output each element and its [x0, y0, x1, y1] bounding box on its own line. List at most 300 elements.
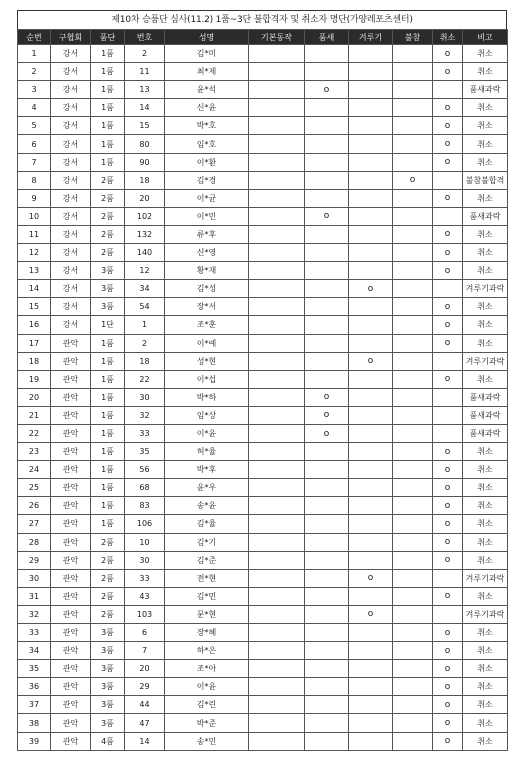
table-row [18, 63, 508, 81]
cell-basic [249, 171, 305, 189]
cell-absent [393, 714, 433, 732]
cell-kyorugi [349, 732, 393, 750]
cell-number: 18 [125, 171, 165, 189]
cell-cancel: o [433, 135, 463, 153]
cell-rank: 3품 [91, 678, 125, 696]
cell-note: 취소 [463, 533, 508, 551]
cell-number: 13 [125, 81, 165, 99]
cell-number: 34 [125, 280, 165, 298]
cell-basic [249, 117, 305, 135]
table-row [18, 587, 508, 605]
cell-no: 37 [18, 696, 51, 714]
cell-rank: 1품 [91, 334, 125, 352]
cell-name: 김*성 [165, 280, 249, 298]
cell-basic [249, 642, 305, 660]
cell-absent [393, 696, 433, 714]
cell-assoc: 관악 [51, 370, 91, 388]
cell-cancel: o [433, 370, 463, 388]
cell-number: 33 [125, 424, 165, 442]
cell-absent [393, 443, 433, 461]
cell-absent [393, 316, 433, 334]
cell-absent: o [393, 171, 433, 189]
cell-number: 35 [125, 443, 165, 461]
cell-rank: 2품 [91, 605, 125, 623]
cell-number: 20 [125, 660, 165, 678]
table-row [18, 678, 508, 696]
cell-poomsae [305, 660, 349, 678]
cell-rank: 1품 [91, 81, 125, 99]
cell-number: 14 [125, 732, 165, 750]
table-row [18, 189, 508, 207]
cell-no: 33 [18, 624, 51, 642]
cell-name: 윤*석 [165, 81, 249, 99]
cell-number: 80 [125, 135, 165, 153]
cell-absent [393, 370, 433, 388]
cell-number: 20 [125, 189, 165, 207]
cell-name: 류*후 [165, 225, 249, 243]
cell-assoc: 관악 [51, 334, 91, 352]
cell-name: 송*민 [165, 732, 249, 750]
cell-poomsae [305, 696, 349, 714]
cell-assoc: 강서 [51, 99, 91, 117]
cell-basic [249, 551, 305, 569]
cell-rank: 1품 [91, 461, 125, 479]
cell-number: 18 [125, 352, 165, 370]
cell-absent [393, 388, 433, 406]
cell-name: 임*호 [165, 135, 249, 153]
cell-poomsae [305, 624, 349, 642]
cell-absent [393, 352, 433, 370]
cell-assoc: 강서 [51, 280, 91, 298]
cell-cancel [433, 388, 463, 406]
cell-number: 102 [125, 207, 165, 225]
cell-poomsae [305, 443, 349, 461]
cell-rank: 1품 [91, 135, 125, 153]
cell-absent [393, 334, 433, 352]
cell-kyorugi: o [349, 569, 393, 587]
cell-cancel [433, 406, 463, 424]
cell-note: 취소 [463, 45, 508, 63]
cell-kyorugi [349, 642, 393, 660]
cell-basic [249, 569, 305, 587]
cell-absent [393, 642, 433, 660]
cell-poomsae [305, 298, 349, 316]
cell-rank: 3품 [91, 262, 125, 280]
cell-name: 윤*우 [165, 479, 249, 497]
cell-no: 5 [18, 117, 51, 135]
cell-cancel: o [433, 153, 463, 171]
table-row [18, 45, 508, 63]
cell-note: 취소 [463, 63, 508, 81]
cell-assoc: 관악 [51, 714, 91, 732]
cell-poomsae [305, 515, 349, 533]
table-row [18, 99, 508, 117]
cell-no: 6 [18, 135, 51, 153]
cell-note: 겨루기과락 [463, 352, 508, 370]
cell-name: 이*균 [165, 189, 249, 207]
cell-poomsae [305, 244, 349, 262]
cell-no: 39 [18, 732, 51, 750]
cell-cancel [433, 280, 463, 298]
cell-name: 조*아 [165, 660, 249, 678]
cell-poomsae [305, 642, 349, 660]
cell-name: 전*현 [165, 569, 249, 587]
cell-no: 36 [18, 678, 51, 696]
header-number: 번호 [125, 30, 165, 45]
cell-note: 취소 [463, 153, 508, 171]
cell-no: 32 [18, 605, 51, 623]
cell-assoc: 관악 [51, 497, 91, 515]
cell-basic [249, 624, 305, 642]
cell-absent [393, 461, 433, 479]
cell-no: 24 [18, 461, 51, 479]
cell-no: 26 [18, 497, 51, 515]
cell-number: 11 [125, 63, 165, 81]
cell-name: 김*경 [165, 171, 249, 189]
cell-number: 68 [125, 479, 165, 497]
table-row [18, 461, 508, 479]
cell-name: 이*환 [165, 153, 249, 171]
cell-assoc: 관악 [51, 660, 91, 678]
table-row [18, 334, 508, 352]
cell-name: 김*율 [165, 515, 249, 533]
cell-cancel: o [433, 714, 463, 732]
cell-absent [393, 135, 433, 153]
cell-absent [393, 660, 433, 678]
cell-name: 박*호 [165, 117, 249, 135]
cell-kyorugi: o [349, 605, 393, 623]
cell-poomsae [305, 225, 349, 243]
cell-name: 하*은 [165, 642, 249, 660]
cell-basic [249, 334, 305, 352]
cell-note: 겨루기과락 [463, 569, 508, 587]
cell-rank: 1품 [91, 443, 125, 461]
table-row [18, 569, 508, 587]
cell-rank: 2품 [91, 533, 125, 551]
cell-rank: 1품 [91, 117, 125, 135]
cell-basic [249, 262, 305, 280]
table-row [18, 171, 508, 189]
cell-absent [393, 424, 433, 442]
table-row [18, 660, 508, 678]
cell-no: 3 [18, 81, 51, 99]
cell-absent [393, 63, 433, 81]
cell-poomsae [305, 189, 349, 207]
cell-name: 장*서 [165, 298, 249, 316]
cell-cancel: o [433, 189, 463, 207]
cell-kyorugi [349, 298, 393, 316]
cell-note: 취소 [463, 298, 508, 316]
table-row [18, 262, 508, 280]
cell-number: 30 [125, 551, 165, 569]
cell-kyorugi [349, 225, 393, 243]
cell-number: 29 [125, 678, 165, 696]
cell-no: 10 [18, 207, 51, 225]
cell-basic [249, 714, 305, 732]
cell-basic [249, 225, 305, 243]
cell-note: 취소 [463, 461, 508, 479]
cell-cancel: o [433, 515, 463, 533]
cell-note: 취소 [463, 334, 508, 352]
cell-number: 103 [125, 605, 165, 623]
cell-rank: 2품 [91, 587, 125, 605]
header-absent: 불참 [393, 30, 433, 45]
cell-kyorugi [349, 244, 393, 262]
cell-no: 27 [18, 515, 51, 533]
table-row [18, 244, 508, 262]
cell-absent [393, 533, 433, 551]
table-row [18, 207, 508, 225]
header-rank: 품단 [91, 30, 125, 45]
header-assoc: 구협회 [51, 30, 91, 45]
cell-rank: 2품 [91, 171, 125, 189]
cell-no: 20 [18, 388, 51, 406]
cell-rank: 1품 [91, 370, 125, 388]
header-basic: 기본동작 [249, 30, 305, 45]
cell-kyorugi [349, 533, 393, 551]
table-row [18, 388, 508, 406]
cell-name: 박*후 [165, 461, 249, 479]
cell-rank: 1품 [91, 99, 125, 117]
table-row [18, 153, 508, 171]
cell-assoc: 관악 [51, 479, 91, 497]
cell-note: 취소 [463, 443, 508, 461]
cell-basic [249, 316, 305, 334]
cell-assoc: 강서 [51, 262, 91, 280]
cell-no: 22 [18, 424, 51, 442]
cell-name: 임*상 [165, 406, 249, 424]
cell-basic [249, 153, 305, 171]
cell-note: 취소 [463, 316, 508, 334]
cell-basic [249, 45, 305, 63]
cell-note: 취소 [463, 497, 508, 515]
cell-cancel: o [433, 497, 463, 515]
cell-cancel [433, 352, 463, 370]
cell-poomsae [305, 316, 349, 334]
cell-rank: 2품 [91, 569, 125, 587]
cell-poomsae [305, 533, 349, 551]
cell-rank: 2품 [91, 189, 125, 207]
cell-assoc: 관악 [51, 624, 91, 642]
cell-poomsae [305, 153, 349, 171]
cell-absent [393, 497, 433, 515]
cell-note: 취소 [463, 479, 508, 497]
cell-basic [249, 732, 305, 750]
table-row [18, 642, 508, 660]
cell-name: 김*민 [165, 587, 249, 605]
table-row [18, 533, 508, 551]
document-sheet [17, 10, 507, 751]
cell-kyorugi [349, 207, 393, 225]
cell-note: 품새과락 [463, 406, 508, 424]
cell-kyorugi [349, 696, 393, 714]
cell-cancel: o [433, 298, 463, 316]
cell-cancel: o [433, 99, 463, 117]
cell-name: 박*하 [165, 388, 249, 406]
cell-cancel: o [433, 334, 463, 352]
cell-absent [393, 298, 433, 316]
cell-note: 취소 [463, 642, 508, 660]
cell-cancel [433, 605, 463, 623]
cell-cancel: o [433, 63, 463, 81]
cell-assoc: 강서 [51, 316, 91, 334]
cell-cancel: o [433, 551, 463, 569]
header-no: 순번 [18, 30, 51, 45]
cell-note: 취소 [463, 189, 508, 207]
cell-note: 품새과락 [463, 424, 508, 442]
cell-no: 18 [18, 352, 51, 370]
cell-assoc: 강서 [51, 225, 91, 243]
cell-cancel: o [433, 262, 463, 280]
table-row [18, 81, 508, 99]
cell-note: 취소 [463, 587, 508, 605]
cell-no: 11 [18, 225, 51, 243]
cell-rank: 1품 [91, 515, 125, 533]
cell-note: 취소 [463, 678, 508, 696]
cell-rank: 1품 [91, 352, 125, 370]
cell-name: 이*섭 [165, 370, 249, 388]
cell-kyorugi [349, 153, 393, 171]
cell-rank: 1품 [91, 388, 125, 406]
cell-cancel: o [433, 244, 463, 262]
cell-kyorugi: o [349, 352, 393, 370]
cell-poomsae [305, 714, 349, 732]
cell-note: 취소 [463, 262, 508, 280]
cell-assoc: 관악 [51, 605, 91, 623]
cell-no: 14 [18, 280, 51, 298]
cell-assoc: 관악 [51, 533, 91, 551]
cell-name: 장*혜 [165, 624, 249, 642]
cell-assoc: 관악 [51, 678, 91, 696]
cell-kyorugi [349, 171, 393, 189]
cell-assoc: 관악 [51, 515, 91, 533]
cell-cancel [433, 569, 463, 587]
cell-poomsae [305, 569, 349, 587]
cell-basic [249, 189, 305, 207]
cell-poomsae [305, 63, 349, 81]
cell-poomsae [305, 370, 349, 388]
cell-kyorugi [349, 424, 393, 442]
cell-note: 취소 [463, 135, 508, 153]
cell-poomsae [305, 171, 349, 189]
cell-kyorugi [349, 515, 393, 533]
cell-name: 문*현 [165, 605, 249, 623]
cell-rank: 3품 [91, 696, 125, 714]
cell-rank: 3품 [91, 280, 125, 298]
cell-no: 23 [18, 443, 51, 461]
cell-assoc: 관악 [51, 424, 91, 442]
table-row [18, 316, 508, 334]
header-cancel: 취소 [433, 30, 463, 45]
cell-name: 김*기 [165, 533, 249, 551]
cell-name: 신*윤 [165, 99, 249, 117]
cell-basic [249, 135, 305, 153]
header-note: 비고 [463, 30, 508, 45]
cell-basic [249, 370, 305, 388]
cell-basic [249, 207, 305, 225]
table-row [18, 551, 508, 569]
cell-kyorugi [349, 497, 393, 515]
cell-basic [249, 352, 305, 370]
cell-number: 6 [125, 624, 165, 642]
cell-rank: 3품 [91, 660, 125, 678]
cell-rank: 3품 [91, 714, 125, 732]
cell-cancel: o [433, 732, 463, 750]
cell-rank: 2품 [91, 551, 125, 569]
cell-note: 취소 [463, 551, 508, 569]
cell-assoc: 관악 [51, 388, 91, 406]
cell-kyorugi [349, 334, 393, 352]
cell-number: 14 [125, 99, 165, 117]
cell-assoc: 관악 [51, 551, 91, 569]
cell-kyorugi [349, 388, 393, 406]
cell-basic [249, 63, 305, 81]
cell-absent [393, 479, 433, 497]
cell-name: 이*윤 [165, 678, 249, 696]
cell-basic [249, 479, 305, 497]
cell-cancel [433, 207, 463, 225]
cell-cancel: o [433, 533, 463, 551]
cell-number: 10 [125, 533, 165, 551]
document-title: 제10차 승품단 심사(11.2) 1품~3단 불합격자 및 취소자 명단(가양레포츠센터) [17, 10, 507, 29]
cell-number: 106 [125, 515, 165, 533]
cell-assoc: 강서 [51, 298, 91, 316]
cell-note: 취소 [463, 117, 508, 135]
cell-cancel: o [433, 642, 463, 660]
cell-name: 김*준 [165, 551, 249, 569]
table-row [18, 696, 508, 714]
cell-name: 조*훈 [165, 316, 249, 334]
cell-number: 12 [125, 262, 165, 280]
table-row [18, 714, 508, 732]
cell-cancel: o [433, 660, 463, 678]
cell-number: 54 [125, 298, 165, 316]
cell-absent [393, 551, 433, 569]
cell-no: 2 [18, 63, 51, 81]
cell-assoc: 관악 [51, 732, 91, 750]
cell-rank: 1단 [91, 316, 125, 334]
cell-number: 33 [125, 569, 165, 587]
cell-poomsae [305, 352, 349, 370]
table-row [18, 280, 508, 298]
cell-name: 김*린 [165, 696, 249, 714]
cell-poomsae [305, 678, 349, 696]
cell-poomsae [305, 99, 349, 117]
table-row [18, 225, 508, 243]
cell-no: 9 [18, 189, 51, 207]
cell-cancel: o [433, 225, 463, 243]
cell-absent [393, 406, 433, 424]
header-name: 성명 [165, 30, 249, 45]
cell-rank: 3품 [91, 298, 125, 316]
cell-assoc: 강서 [51, 171, 91, 189]
cell-rank: 1품 [91, 153, 125, 171]
cell-kyorugi [349, 117, 393, 135]
cell-rank: 4품 [91, 732, 125, 750]
cell-basic [249, 298, 305, 316]
cell-poomsae [305, 334, 349, 352]
results-table [17, 29, 508, 751]
cell-name: 황*재 [165, 262, 249, 280]
cell-note: 취소 [463, 225, 508, 243]
table-row [18, 624, 508, 642]
cell-number: 2 [125, 45, 165, 63]
cell-basic [249, 660, 305, 678]
cell-no: 28 [18, 533, 51, 551]
cell-absent [393, 45, 433, 63]
cell-kyorugi [349, 135, 393, 153]
cell-kyorugi [349, 316, 393, 334]
